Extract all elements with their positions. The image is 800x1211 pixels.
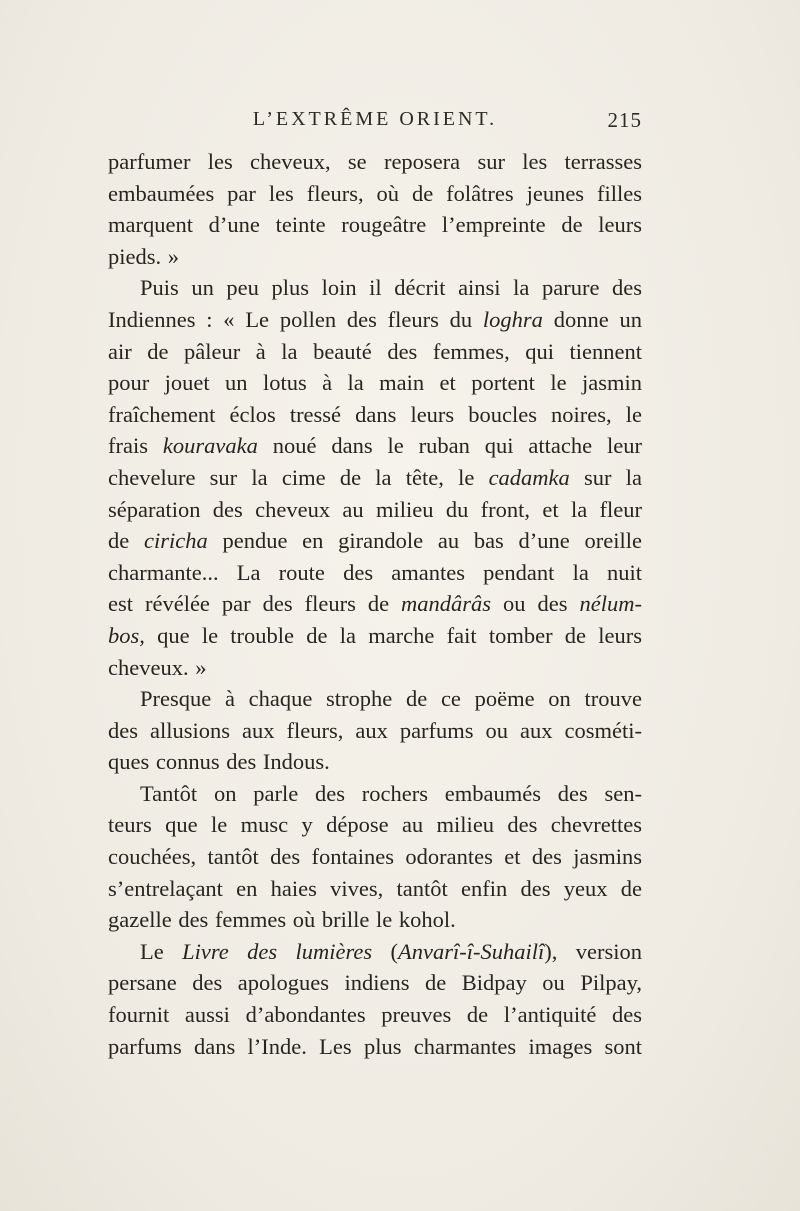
line-text: charmante... La route des amantes pendant la nuit: [108, 559, 642, 585]
text-line: [108, 430, 642, 462]
line-text: Presque à chaque strophe de ce poëme on trouve: [140, 686, 642, 712]
line-text: couchées, tantôt des fontaines odorantes et des jasmins: [108, 844, 642, 870]
text-line: [108, 841, 642, 873]
text-line: [108, 652, 642, 684]
line-text: est révélée par des fleurs de: [108, 591, 402, 617]
line-text: cheveux. »: [108, 654, 207, 680]
italic-term: kouravaka: [162, 433, 258, 459]
line-text: parfums dans l’Inde. Les plus charmantes images sont: [108, 1033, 642, 1059]
line-text: ques connus des Indous.: [108, 749, 330, 775]
italic-term: Anvarî-î-Suhailî: [398, 938, 545, 964]
text-line: [108, 588, 642, 620]
line-text: donne un: [542, 306, 642, 332]
line-text: air de pâleur à la beauté des femmes, qui tiennent: [108, 338, 642, 364]
line-text: Puis un peu plus loin il décrit ainsi la parure des: [140, 275, 642, 301]
line-text: séparation des cheveux au milieu du front, et la fleur: [108, 496, 642, 522]
line-text: fraîchement éclos tressé dans leurs boucles noires, le: [108, 401, 642, 427]
line-text: que le trouble de la marche fait tomber de leurs: [144, 622, 642, 648]
page-header: [108, 108, 642, 140]
text-line: [108, 873, 642, 905]
line-text: gazelle des femmes où brille le kohol.: [108, 907, 456, 933]
text-line: [108, 683, 642, 715]
line-text: fournit aussi d’abondantes preuves de l’antiquité des: [108, 1002, 642, 1028]
line-text: (: [372, 938, 399, 964]
text-line: [108, 336, 642, 368]
italic-term: Livre des lumières: [182, 938, 373, 964]
line-text: persane des apologues indiens de Bidpay ou Pilpay,: [108, 970, 642, 996]
text-line: [108, 620, 642, 652]
text-line: [108, 525, 642, 557]
line-text: ou des: [491, 591, 580, 617]
text-line: [108, 967, 642, 999]
italic-term: nélum-: [579, 591, 642, 617]
text-line: [108, 809, 642, 841]
text-line: [108, 304, 642, 336]
text-line: [108, 462, 642, 494]
line-text: s’entrelaçant en haies vives, tantôt enfin des yeux de: [108, 875, 642, 901]
line-text: chevelure sur la cime de la tête, le: [108, 464, 489, 490]
text-line: [108, 209, 642, 241]
text-line: [108, 778, 642, 810]
text-line: [108, 241, 642, 273]
line-text: Indiennes : « Le pollen des fleurs du: [108, 306, 483, 332]
text-line: [108, 936, 642, 968]
italic-term: loghra: [482, 306, 543, 332]
text-line: [108, 557, 642, 589]
line-text: pieds. »: [108, 243, 179, 269]
line-text: Tantôt on parle des rochers embaumés des sen-: [140, 780, 642, 806]
text-line: [108, 904, 642, 936]
line-text: ), version: [544, 938, 643, 964]
italic-term: ciricha: [143, 528, 208, 554]
line-text: des allusions aux fleurs, aux parfums ou aux cosméti-: [108, 717, 642, 743]
italic-term: bos,: [108, 622, 145, 648]
text-line: [108, 146, 642, 178]
line-text: noué dans le ruban qui attache leur: [257, 433, 642, 459]
text-line: [108, 746, 642, 778]
line-text: embaumées par les fleurs, où de folâtres jeunes filles: [108, 180, 642, 206]
text-line: [108, 1031, 642, 1063]
text-line: [108, 367, 642, 399]
text-line: [108, 399, 642, 431]
running-title: L’EXTRÊME ORIENT.: [252, 108, 498, 130]
line-text: pendue en girandole au bas d’une oreille: [207, 528, 642, 554]
line-text: parfumer les cheveux, se reposera sur les terrasses: [108, 149, 642, 174]
line-text: marquent d’une teinte rougeâtre l’empreinte de leurs: [108, 212, 642, 238]
page-number: 215: [607, 108, 642, 132]
text-line: [108, 999, 642, 1031]
text-line: [108, 178, 642, 210]
text-line: [108, 715, 642, 747]
line-text: teurs que le musc y dépose au milieu des chevrettes: [108, 812, 642, 838]
italic-term: cadamka: [488, 464, 570, 490]
body-text: [108, 146, 642, 1062]
line-text: de: [108, 528, 144, 554]
text-line: [108, 494, 642, 526]
line-text: sur la: [569, 464, 642, 490]
line-text: Le: [140, 938, 183, 964]
text-line: [108, 272, 642, 304]
line-text: frais: [108, 433, 163, 459]
italic-term: mandârâs: [401, 591, 492, 617]
line-text: pour jouet un lotus à la main et portent le jasmin: [108, 370, 642, 396]
